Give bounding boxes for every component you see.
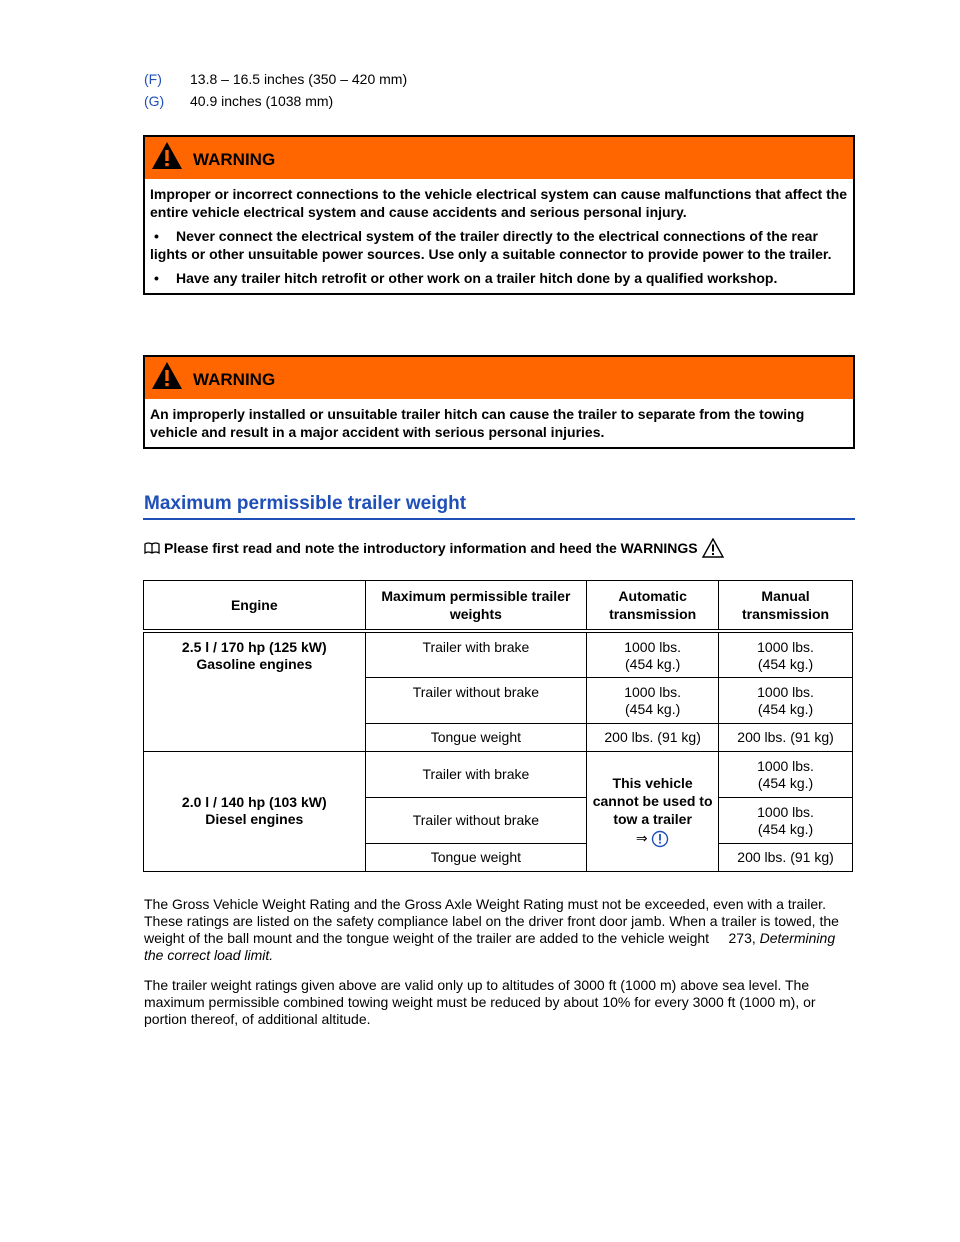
intro-note-text: Please first read and note the introductory information and heed the WARNINGS xyxy=(164,540,698,556)
value-line: (454 kg.) xyxy=(625,700,681,717)
paragraph-body: The Gross Vehicle Weight Rating and the Gross Axle Weight Rating must not be exceeded, even with a trailer. These ratings are listed on the safety compliance label on the driver front door jamb. When a trailer is towed, the weight of the ball mount and the tongue weight of the trailer are added to the vehicle weight xyxy=(144,896,839,946)
warning-triangle-icon xyxy=(151,141,183,171)
section-divider xyxy=(143,518,855,520)
warning-header xyxy=(145,137,853,179)
weight-type-cell: Tongue weight xyxy=(365,843,587,871)
value-line: (454 kg.) xyxy=(757,700,814,717)
table-row xyxy=(144,751,853,797)
column-header: Maximum permissible trailer weights xyxy=(365,581,587,632)
value-line: 1000 lbs. xyxy=(757,757,814,774)
auto-cell xyxy=(587,631,719,677)
manual-cell: 200 lbs. (91 kg) xyxy=(719,843,853,871)
legend-row-g xyxy=(144,92,333,110)
warning-box-1 xyxy=(143,135,855,295)
value-line: 1000 lbs. xyxy=(624,683,682,700)
legend-key: (G) xyxy=(144,93,165,109)
value-line: 1000 lbs. xyxy=(757,803,814,820)
warning-bullet xyxy=(150,269,848,287)
weight-type-cell: Trailer with brake xyxy=(365,751,587,797)
warning-ref xyxy=(591,830,714,848)
engine-type: Diesel engines xyxy=(205,811,304,827)
bullet-icon: • xyxy=(154,228,159,244)
auto-cell: 200 lbs. (91 kg) xyxy=(587,723,719,751)
warning-triangle-icon xyxy=(151,361,183,391)
engine-name: 2.5 l / 170 hp (125 kW) xyxy=(181,639,327,655)
engine-name: 2.0 l / 140 hp (103 kW) xyxy=(181,794,327,810)
manual-cell: 200 lbs. (91 kg) xyxy=(719,723,853,751)
warning-intro: Improper or incorrect connections to the vehicle electrical system can cause malfunctions that affect the entire vehicle electrical system and cause accidents and serious personal injury. xyxy=(150,186,848,220)
body-paragraph-2 xyxy=(144,977,856,1028)
book-icon xyxy=(144,542,160,554)
not-available-note: This vehicle cannot be used to tow a trailer xyxy=(592,774,713,827)
warning-box-2 xyxy=(143,355,855,449)
cross-reference-link[interactable]: Determining the correct load limit. xyxy=(144,930,836,963)
section-title: Maximum permissible trailer weight xyxy=(144,493,467,514)
manual-cell xyxy=(719,797,853,843)
trailer-weight-table xyxy=(143,580,853,872)
warning-triangle-icon xyxy=(702,538,724,558)
warning-title: WARNING xyxy=(193,150,276,169)
manual-cell xyxy=(719,751,853,797)
value-line: (454 kg.) xyxy=(757,820,814,837)
legend-key: (F) xyxy=(144,71,162,87)
auto-cell-not-available xyxy=(587,751,719,871)
legend-text: 13.8 – 16.5 inches (350 – 420 mm) xyxy=(190,71,408,87)
value-line: 1000 lbs. xyxy=(757,639,814,655)
column-header: Manual transmission xyxy=(719,581,853,632)
engine-cell-gasoline xyxy=(144,631,366,751)
table-header-row xyxy=(144,581,853,632)
warning-header xyxy=(145,357,853,399)
warning-bullet-text: Have any trailer hitch retrofit or other work on a trailer hitch done by a qualified workshop. xyxy=(176,270,778,286)
arrow-icon: ⇒ xyxy=(635,829,648,846)
value-line: (454 kg.) xyxy=(625,656,681,672)
weight-type-cell: Trailer without brake xyxy=(365,797,587,843)
intro-note xyxy=(144,538,724,558)
warning-body xyxy=(145,179,853,293)
legend-text: 40.9 inches (1038 mm) xyxy=(190,93,334,109)
weight-type-cell: Trailer with brake xyxy=(365,631,587,677)
warning-bullet xyxy=(150,227,848,263)
engine-type: Gasoline engines xyxy=(196,656,313,672)
auto-cell xyxy=(587,677,719,723)
value-line: 1000 lbs. xyxy=(624,639,682,655)
legend-row-f xyxy=(144,70,407,88)
bullet-icon: • xyxy=(154,270,159,286)
warning-body xyxy=(145,399,853,447)
column-header: Automatic transmission xyxy=(587,581,719,632)
paragraph-text: The trailer weight ratings given above are valid only up to altitudes of 3000 ft (1000 m) above sea level. The maximum permissible combined towing weight must be reduced by about 10% for every 3000 ft (1000 m), or portion thereof, of additional altitude. xyxy=(144,977,816,1027)
value-line: (454 kg.) xyxy=(757,774,814,791)
body-paragraph-1 xyxy=(144,896,856,964)
engine-cell-diesel xyxy=(144,751,366,871)
warning-bullet-text: Never connect the electrical system of the trailer directly to the electrical connections of the rear lights or other unsuitable power sources. Use only a suitable connector to provide power to the trailer. xyxy=(150,228,832,262)
column-header: Engine xyxy=(144,581,366,632)
caution-circle-icon xyxy=(651,830,669,848)
value-line: 1000 lbs. xyxy=(757,683,814,700)
value-line: (454 kg.) xyxy=(757,656,814,672)
page-reference: 273, xyxy=(728,930,756,946)
weight-type-cell: Tongue weight xyxy=(365,723,587,751)
warning-title: WARNING xyxy=(193,370,276,389)
warning-text: An improperly installed or unsuitable trailer hitch can cause the trailer to separate from the towing vehicle and result in a major accident with serious personal injuries. xyxy=(150,406,805,440)
table-row xyxy=(144,631,853,677)
weight-type-cell: Trailer without brake xyxy=(365,677,587,723)
manual-cell xyxy=(719,631,853,677)
paragraph-text xyxy=(144,896,856,964)
manual-cell xyxy=(719,677,853,723)
